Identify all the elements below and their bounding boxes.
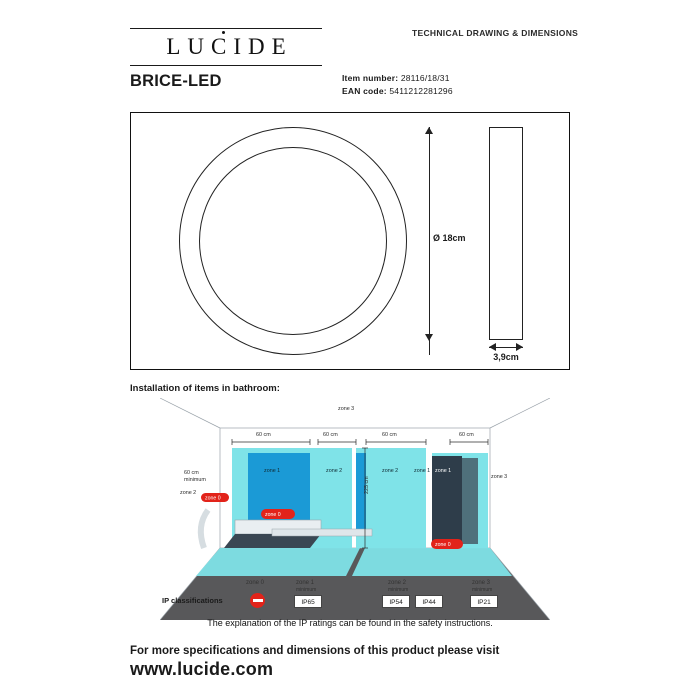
ean-code-value: 5411212281296 — [389, 86, 453, 96]
fixture-inner-circle — [199, 147, 387, 335]
ip-zone-2-rating-a: IP54 — [382, 595, 410, 608]
diameter-arrow-top-icon — [425, 127, 433, 134]
ip-classification-title: IP classifications — [162, 596, 223, 605]
item-number-label: Item number: — [342, 73, 399, 83]
ip-zone-2-sub: minimum — [388, 587, 409, 593]
item-number — [342, 73, 450, 83]
diameter-label: Ø 18cm — [433, 233, 466, 243]
brand-name: LUCIDE — [166, 34, 293, 59]
svg-text:zone 1: zone 1 — [414, 468, 431, 474]
svg-text:zone 3: zone 3 — [338, 406, 355, 412]
svg-text:60 cm: 60 cm — [382, 432, 397, 438]
ip-zone-3-sub: minimum — [472, 587, 493, 593]
item-number-value: 28116/18/31 — [400, 73, 450, 83]
ip-zone-1-name: zone 1 — [296, 580, 315, 586]
svg-text:zone 0: zone 0 — [205, 495, 221, 502]
ip-zone-1-sub: minimum — [296, 587, 317, 593]
installation-title: Installation of items in bathroom: — [130, 383, 280, 394]
svg-text:zone 2: zone 2 — [180, 490, 197, 496]
svg-text:zone 3: zone 3 — [491, 474, 508, 480]
svg-text:60 cm: 60 cm — [184, 470, 199, 476]
fixture-side-profile — [489, 127, 523, 340]
footer-website[interactable]: www.lucide.com — [130, 659, 274, 679]
brand-logo — [130, 28, 322, 66]
diameter-dimension-line — [429, 127, 430, 355]
svg-text:60 cm: 60 cm — [323, 432, 338, 438]
ip-zone-2-rating-b: IP44 — [415, 595, 443, 608]
svg-text:minimum: minimum — [184, 477, 206, 483]
brand-dot-icon — [222, 31, 225, 34]
svg-text:zone 2: zone 2 — [326, 468, 343, 474]
no-entry-icon — [250, 593, 265, 608]
svg-text:zone 1: zone 1 — [264, 468, 281, 474]
svg-text:60 cm: 60 cm — [256, 432, 271, 438]
technical-drawing-label: TECHNICAL DRAWING & DIMENSIONS — [412, 28, 579, 38]
ip-zone-2-name: zone 2 — [388, 580, 407, 586]
svg-text:zone 0: zone 0 — [265, 512, 281, 518]
technical-drawing-box — [130, 112, 570, 370]
ean-code — [342, 86, 453, 96]
svg-text:zone 1: zone 1 — [435, 468, 452, 474]
svg-text:60 cm: 60 cm — [459, 432, 474, 438]
depth-arrow-right-icon — [516, 343, 523, 351]
footer-text: For more specifications and dimensions of this product please visit — [130, 645, 500, 657]
svg-text:225 cm: 225 cm — [364, 476, 370, 494]
diameter-arrow-bottom-icon — [425, 334, 433, 341]
ip-rating-note: The explanation of the IP ratings can be found in the safety instructions. — [207, 618, 493, 628]
svg-text:zone 2: zone 2 — [382, 468, 399, 474]
ip-classification-legend — [160, 578, 550, 614]
ip-zone-1-rating: IP65 — [294, 595, 322, 608]
ip-zone-0-name: zone 0 — [246, 580, 265, 586]
ip-zone-3-name: zone 3 — [472, 580, 491, 586]
depth-arrow-left-icon — [489, 343, 496, 351]
ean-code-label: EAN code: — [342, 86, 387, 96]
page-title: BRICE-LED — [130, 72, 222, 90]
svg-text:zone 0: zone 0 — [435, 542, 451, 548]
ip-zone-3-rating: IP21 — [470, 595, 498, 608]
depth-label: 3,9cm — [493, 352, 519, 362]
